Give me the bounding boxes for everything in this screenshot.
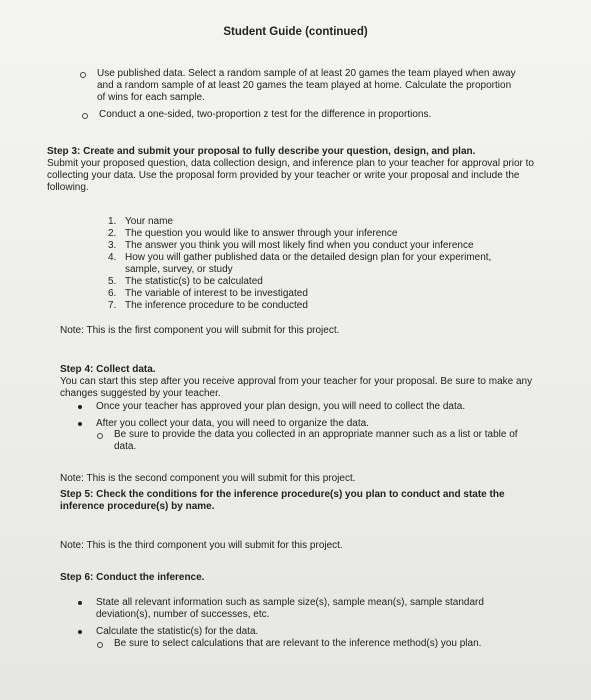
item-text: The statistic(s) to be calculated [125,276,263,287]
item-text: The inference procedure to be conducted [125,300,308,311]
step6-bullet-2: Calculate the statistic(s) for the data. [96,626,526,638]
step5-heading: Step 5: Check the conditions for the inference procedure(s) you plan to conduct and state the inference procedure(s) by name. [60,489,505,512]
item-number: 3. [108,240,117,251]
item-text: The answer you think you will most likely find when you conduct your inference [125,240,474,251]
item-number: 2. [108,228,117,239]
list-item [108,216,528,228]
item-text: The variable of interest to be investigated [125,288,308,299]
step4-heading: Step 4: Collect data. [60,364,156,375]
step4-sub-bullet: Be sure to provide the data you collected in an appropriate manner such as a list or table of data. [114,429,536,453]
step4-bullet-1: Once your teacher has approved your plan design, you will need to collect the data. [96,401,536,413]
item-number: 4. [108,252,117,263]
item-number: 5. [108,276,117,287]
step4-bullet-2: After you collect your data, you will need to organize the data. [96,418,536,430]
item-text: How you will gather published data or the detailed design plan for your experiment, sample, survey, or study [125,252,492,275]
step3-heading: Step 3: Create and submit your proposal to fully describe your question, design, and plan. [47,146,476,157]
top-sub-bullet-1: Use published data. Select a random sample of at least 20 games the team played when away and a random sample of at least 20 games the team played at home. Calculate the proportion of wins for each sample. [97,68,516,103]
list-item [108,288,528,300]
item-number: 7. [108,300,117,311]
step5-note: Note: This is the third component you will submit for this project. [60,540,343,551]
step3-note: Note: This is the first component you will submit for this project. [60,325,340,336]
item-number: 6. [108,288,117,299]
step4-note: Note: This is the second component you will submit for this project. [60,473,356,484]
list-item [108,252,528,276]
item-text: The question you would like to answer through your inference [125,228,398,239]
list-item [108,300,528,312]
step3-list [108,216,528,312]
item-number: 1. [108,216,117,227]
item-text: Your name [125,216,173,227]
step6-sub-bullet: Be sure to select calculations that are relevant to the inference method(s) you plan. [114,638,544,650]
step6-heading: Step 6: Conduct the inference. [60,572,205,583]
list-item [108,276,528,288]
step4-body: You can start this step after you receive approval from your teacher for your proposal. Be sure to make any changes suggested by your teacher. [60,376,533,399]
list-item [108,228,528,240]
page-title: Student Guide (continued) [223,26,368,38]
step3-body: Submit your proposed question, data collection design, and inference plan to your teacher for approval prior to collecting your data. Use the proposal form provided by your teacher or write your proposal and include the following. [47,158,534,193]
list-item [108,240,528,252]
step6-bullet-1: State all relevant information such as sample size(s), sample mean(s), sample standard deviation(s), number of successes, etc. [96,597,526,621]
top-sub-bullet-2: Conduct a one-sided, two-proportion z test for the difference in proportions. [99,109,519,121]
